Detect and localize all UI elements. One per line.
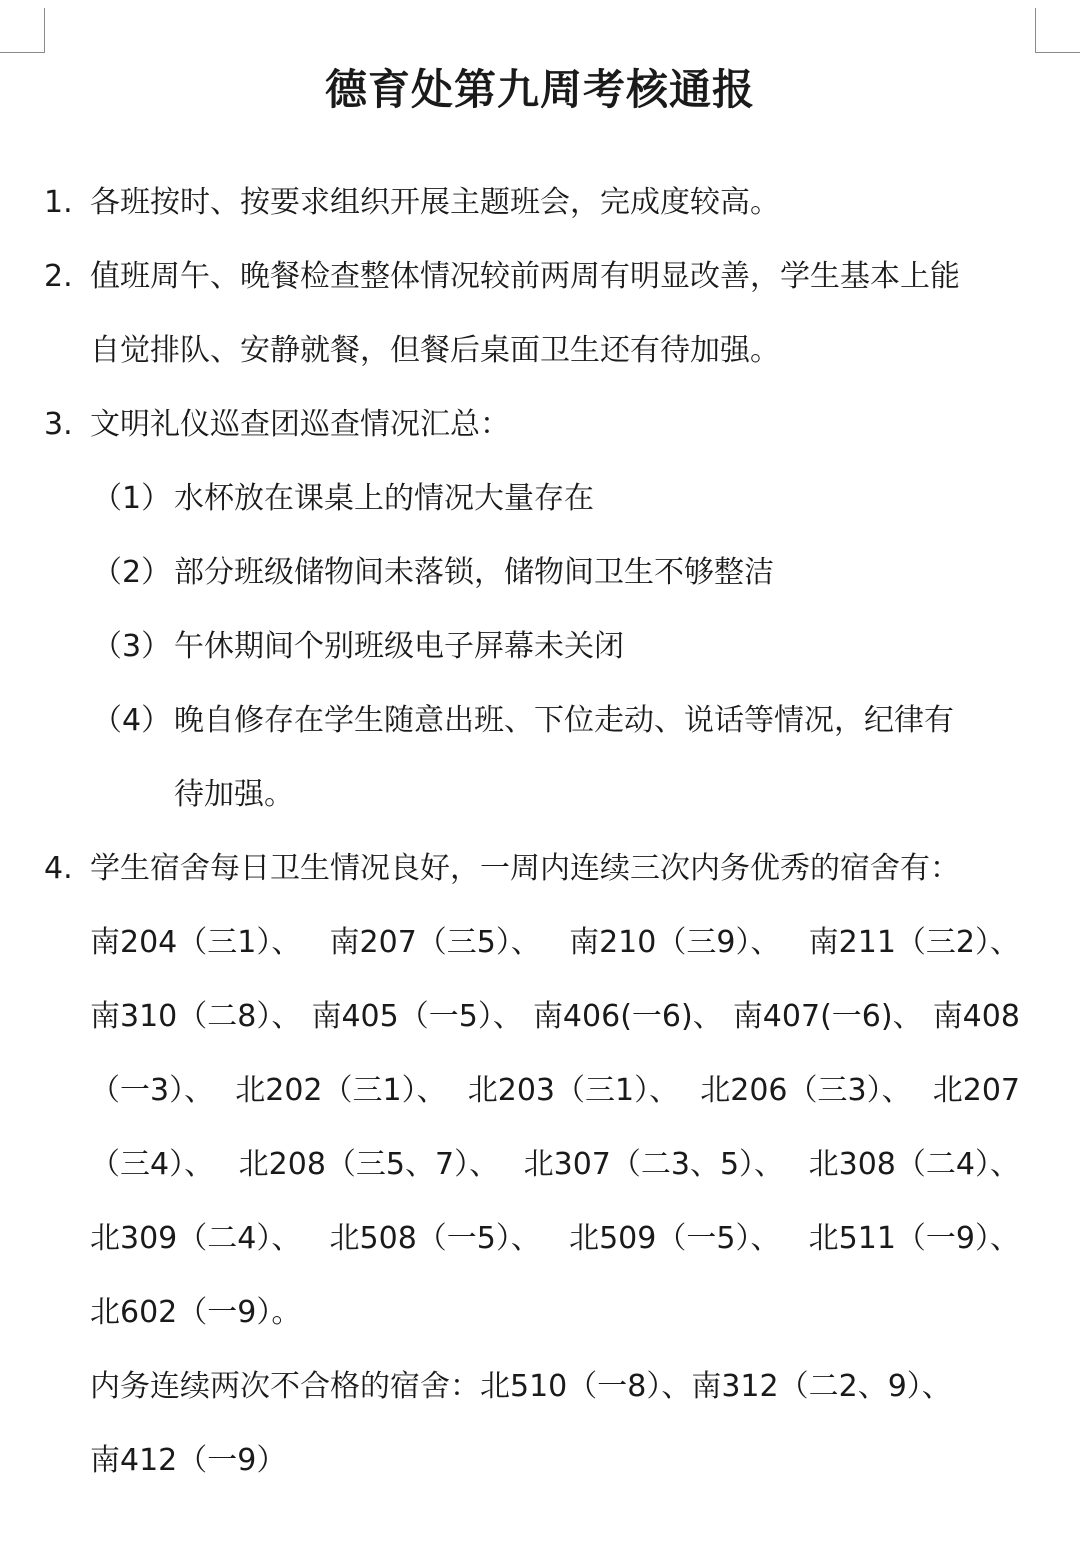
dorm-list-row [90, 906, 1020, 980]
subitem-4-continued [0, 758, 1080, 832]
dorm-entry: 南310（二8）、 [90, 999, 302, 1034]
page-corner-mark-top-right [1035, 8, 1080, 53]
dorm-entry: 北309（二4）、 [90, 1221, 302, 1256]
dorm-entry: 北508（一5）、 [329, 1221, 541, 1256]
document-title: 德育处第九周考核通报 [324, 65, 755, 114]
item-number: 3. [44, 407, 73, 442]
unqualified-text: 内务连续两次不合格的宿舍：北510（一8）、南312（二2、9）、 [90, 1369, 952, 1404]
subitem-1 [0, 462, 1080, 536]
dorm-list-line [0, 1276, 1080, 1350]
dorm-list-line [0, 1054, 1080, 1128]
item-number: 4. [44, 851, 73, 886]
subitem-2 [0, 536, 1080, 610]
subitem-number: （1） [92, 481, 172, 516]
dorm-list-row [90, 1128, 1020, 1202]
subitem-number: （4） [92, 703, 172, 738]
item-text: 文明礼仪巡查团巡查情况汇总： [90, 407, 510, 442]
dorm-entry: （一3）、 [90, 1073, 215, 1108]
item-text: 学生宿舍每日卫生情况良好，一周内连续三次内务优秀的宿舍有： [90, 851, 960, 886]
unqualified-dorms [0, 1350, 1080, 1424]
item-number: 1. [44, 185, 73, 220]
dorm-entry: 南210（三9）、 [569, 925, 781, 960]
dorm-entry: 北208（三5、7）、 [238, 1147, 500, 1182]
item-number: 2. [44, 259, 73, 294]
dorm-entry: 北206（三3）、 [700, 1073, 912, 1108]
dorm-entry: 南408 [932, 999, 1020, 1034]
dorm-list-row [90, 1202, 1020, 1276]
dorm-entry: 南211（三2）、 [808, 925, 1020, 960]
item-2 [0, 240, 1080, 314]
dorm-entry: 南204（三1）、 [90, 925, 302, 960]
item-3 [0, 388, 1080, 462]
page-corner-mark-top-left [0, 8, 45, 53]
dorm-entry: 北602（一9）。 [90, 1295, 302, 1330]
dorm-list-row [90, 1054, 1020, 1128]
subitem-text: 待加强。 [174, 777, 294, 812]
item-1 [0, 166, 1080, 240]
subitem-text: 部分班级储物间未落锁，储物间卫生不够整洁 [174, 555, 774, 590]
subitem-number: （2） [92, 555, 172, 590]
dorm-list-line [0, 1202, 1080, 1276]
unqualified-text: 南412（一9） [90, 1443, 287, 1478]
dorm-entry: 南407(一6)、 [732, 999, 923, 1034]
dorm-list-row [90, 980, 1020, 1054]
subitem-4 [0, 684, 1080, 758]
dorm-list-line [0, 980, 1080, 1054]
dorm-entry: 北511（一9）、 [808, 1221, 1020, 1256]
subitem-text: 午休期间个别班级电子屏幕未关闭 [174, 629, 624, 664]
dorm-entry: 南405（一5）、 [311, 999, 523, 1034]
dorm-entry: 北207 [932, 1073, 1020, 1108]
subitem-text: 水杯放在课桌上的情况大量存在 [174, 481, 594, 516]
subitem-text: 晚自修存在学生随意出班、下位走动、说话等情况，纪律有 [174, 703, 954, 738]
unqualified-dorms-continued [0, 1424, 1080, 1498]
item-text: 各班按时、按要求组织开展主题班会，完成度较高。 [90, 185, 780, 220]
dorm-entry: （三4）、 [90, 1147, 215, 1182]
dorm-entry: 南406(一6)、 [532, 999, 723, 1034]
dorm-entry: 北202（三1）、 [235, 1073, 447, 1108]
dorm-entry: 北307（二3、5）、 [523, 1147, 785, 1182]
dorm-entry: 南207（三5）、 [329, 925, 541, 960]
dorm-entry: 北203（三1）、 [467, 1073, 680, 1108]
dorm-entry: 北509（一5）、 [569, 1221, 781, 1256]
dorm-entry: 北308（二4）、 [808, 1147, 1020, 1182]
item-text: 自觉排队、安静就餐，但餐后桌面卫生还有待加强。 [90, 333, 780, 368]
subitem-number: （3） [92, 629, 172, 664]
item-2-continued [0, 314, 1080, 388]
item-4 [0, 832, 1080, 906]
item-text: 值班周午、晚餐检查整体情况较前两周有明显改善，学生基本上能 [90, 259, 960, 294]
subitem-3 [0, 610, 1080, 684]
dorm-list-line [0, 906, 1080, 980]
dorm-list-line [0, 1128, 1080, 1202]
document-body [0, 166, 1080, 1498]
